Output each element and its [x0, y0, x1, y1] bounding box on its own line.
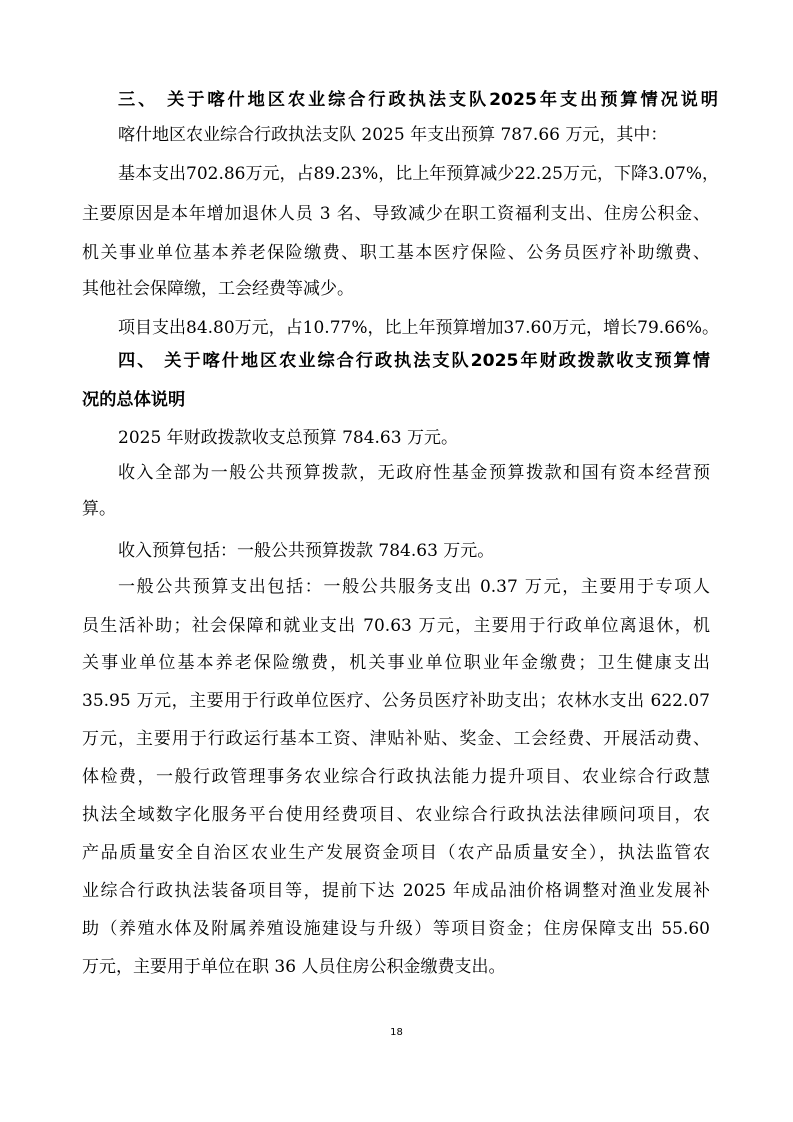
paragraph-line: 喀什地区农业综合行政执法支队 2025 年支出预算 787.66 万元，其中：	[118, 125, 668, 145]
paragraph-line: 业综合行政执法装备项目等，提前下达 2025 年成品油价格调整对渔业发展补	[82, 881, 710, 901]
paragraph-line: 执法全域数字化服务平台使用经费项目、农业综合行政执法法律顾问项目，农	[82, 805, 710, 825]
paragraph-line: 2025 年财政拨款收支总预算 784.63 万元。	[118, 428, 458, 448]
paragraph-line: 其他社会保障缴，工会经费等减少。	[82, 279, 354, 299]
paragraph-line: 35.95 万元，主要用于行政单位医疗、公务员医疗补助支出；农林水支出 622.07	[82, 691, 710, 711]
paragraph-line: 关事业单位基本养老保险缴费，机关事业单位职业年金缴费；卫生健康支出	[82, 653, 710, 673]
paragraph-line: 员生活补助；社会保障和就业支出 70.63 万元，主要用于行政单位离退休，机	[82, 616, 710, 636]
paragraph-line: 收入预算包括：一般公共预算拨款 784.63 万元。	[118, 541, 495, 561]
section4-heading: 四、 关于喀什地区农业综合行政执法支队2025年财政拨款收支预算情	[118, 351, 710, 371]
paragraph-line: 助（养殖水体及附属养殖设施建设与升级）等项目资金；住房保障支出 55.60	[82, 919, 710, 939]
paragraph-line: 体检费，一般行政管理事务农业综合行政执法能力提升项目、农业综合行政慧	[82, 767, 710, 787]
paragraph-line: 机关事业单位基本养老保险缴费、职工基本医疗保险、公务员医疗补助缴费、	[82, 243, 710, 263]
section4-heading-continued: 况的总体说明	[82, 390, 186, 410]
paragraph-line: 收入全部为一般公共预算拨款，无政府性基金预算拨款和国有资本经营预	[118, 463, 710, 483]
paragraph-line: 万元，主要用于行政运行基本工资、津贴补贴、奖金、工会经费、开展活动费、	[82, 729, 710, 749]
paragraph-line: 主要原因是本年增加退休人员 3 名、导致减少在职工资福利支出、住房公积金、	[82, 204, 710, 224]
paragraph-line: 万元，主要用于单位在职 36 人员住房公积金缴费支出。	[82, 957, 506, 977]
paragraph-line: 产品质量安全自治区农业生产发展资金项目（农产品质量安全），执法监管农	[82, 843, 710, 863]
paragraph-line: 基本支出702.86万元，占89.23%，比上年预算减少22.25万元，下降3.07%，	[118, 164, 719, 184]
paragraph-line: 项目支出84.80万元，占10.77%，比上年预算增加37.60万元，增长79.66%。	[118, 318, 719, 338]
section3-heading: 三、 关于喀什地区农业综合行政执法支队2025年支出预算情况说明	[118, 90, 718, 110]
paragraph-line: 算。	[82, 499, 116, 519]
paragraph-line: 一般公共预算支出包括：一般公共服务支出 0.37 万元，主要用于专项人	[118, 577, 710, 597]
page-number: 18	[390, 1027, 403, 1038]
